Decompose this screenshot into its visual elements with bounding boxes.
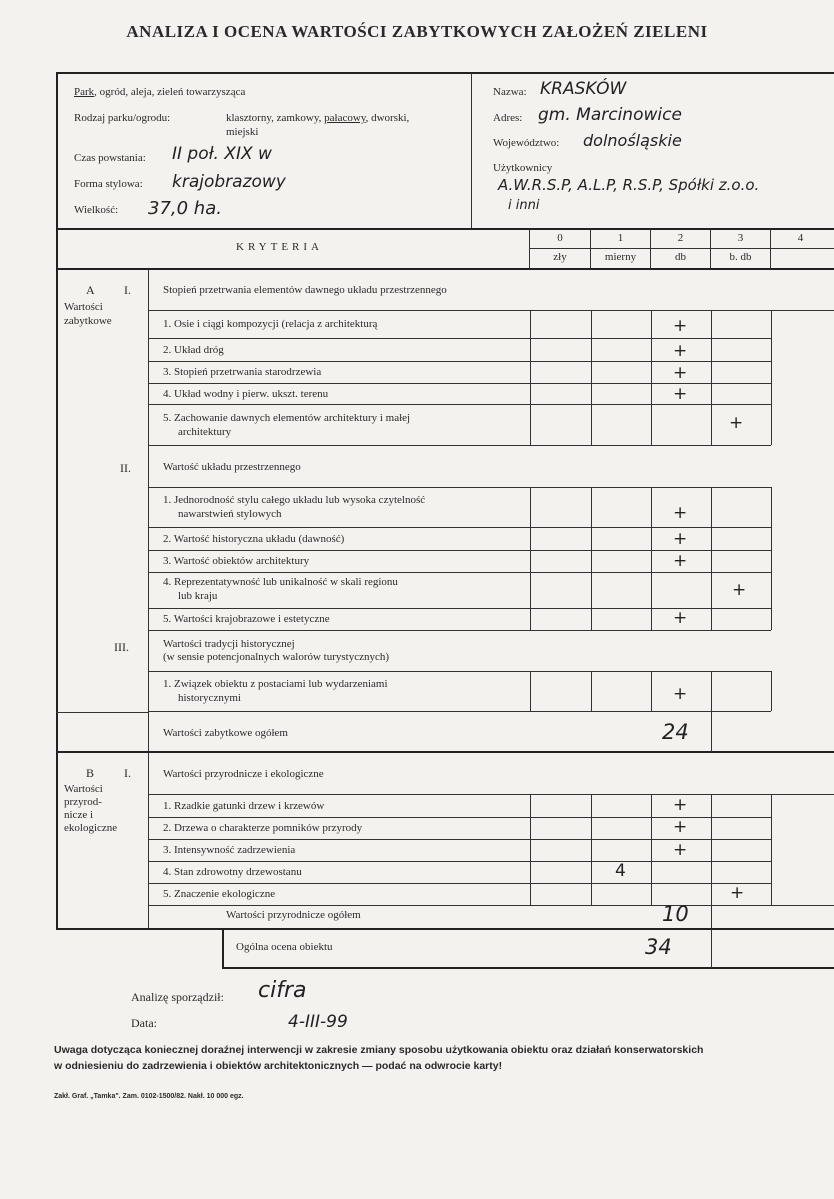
a-g1-item-5-cont: architektury xyxy=(178,426,232,438)
name-label: Nazwa: xyxy=(493,86,527,98)
a-g1-item-5: 5. Zachowanie dawnych elementów architektury i małej xyxy=(163,412,411,424)
a-g2-item-1-cont: nawarstwień stylowych xyxy=(178,508,282,520)
date-label: Data: xyxy=(131,1016,157,1030)
section-b-name-3: nicze i xyxy=(64,809,94,821)
prepared-label: Analizę sporządził: xyxy=(131,990,224,1004)
a-total-label: Wartości zabytkowe ogółem xyxy=(163,727,288,739)
a-g1-item-1: 1. Osie i ciągi kompozycji (relacja z architekturą xyxy=(163,318,378,330)
scale-0-num: 0 xyxy=(557,232,563,244)
era-label: Czas powstania: xyxy=(74,152,146,164)
b-total-label: Wartości przyrodnicze ogółem xyxy=(226,909,361,921)
a-g3-item-1: 1. Związek obiektu z postaciami lub wydarzeniami xyxy=(163,678,388,690)
mark-a1-1: + xyxy=(673,316,688,336)
section-a-name-1: Wartości xyxy=(64,301,103,313)
section-b-name-1: Wartości xyxy=(64,783,103,795)
mark-a2-4: + xyxy=(732,580,747,600)
scale-1-word: mierny xyxy=(604,251,637,263)
mark-a2-3: + xyxy=(673,551,688,571)
a-g2-item-4-cont: lub kraju xyxy=(178,590,218,602)
page-title: ANALIZA I OCENA WARTOŚCI ZABYTKOWYCH ZAŁOŻEŃ ZIELENI xyxy=(126,22,708,41)
note-line-1: Uwaga dotycząca koniecznej doraźnej interwencji w zakresie zmiany sposobu użytkowania obiektu oraz działań konserwatorskich xyxy=(54,1044,704,1056)
scale-3-word: b. db xyxy=(729,251,752,263)
b-group-title: Wartości przyrodnicze i ekologiczne xyxy=(163,768,324,780)
a-group3-title-2: (w sensie potencjonalnych walorów turystycznych) xyxy=(163,651,390,663)
mark-a2-1: + xyxy=(673,503,688,523)
b-item-1: 1. Rzadkie gatunki drzew i krzewów xyxy=(163,800,325,812)
kind-options-line2: miejski xyxy=(226,126,259,138)
a-g1-item-2: 2. Układ dróg xyxy=(163,344,224,356)
mark-a2-2: + xyxy=(673,529,688,549)
mark-b-1: + xyxy=(673,795,688,815)
mark-a1-2: + xyxy=(673,341,688,361)
users-value-1: A.W.R.S.P, A.L.P, R.S.P, Spółki z.o.o. xyxy=(498,176,760,194)
voivodeship-label: Województwo: xyxy=(493,137,560,149)
name-value: KRASKÓW xyxy=(540,79,627,99)
kind-selected: pałacowy xyxy=(324,112,366,124)
scale-2-num: 2 xyxy=(677,232,684,244)
a-group1-title: Stopień przetrwania elementów dawnego układu przestrzennego xyxy=(163,284,447,296)
mark-a3-1: + xyxy=(673,684,688,704)
prepared-signature: cifra xyxy=(258,978,307,1003)
overall-label: Ogólna ocena obiektu xyxy=(236,941,333,953)
mark-b-5: + xyxy=(730,883,745,903)
b-item-2: 2. Drzewa o charakterze pomników przyrody xyxy=(163,822,363,834)
size-value: 37,0 ha. xyxy=(148,198,222,219)
b-item-4: 4. Stan zdrowotny drzewostanu xyxy=(163,866,302,878)
b-total-value: 10 xyxy=(662,902,689,926)
users-value-2: i inni xyxy=(508,198,540,213)
footer-print-info: Zakł. Graf. „Tamka". Zam. 0102-1500/82. Nakł. 10 000 egz. xyxy=(54,1093,244,1100)
section-b-name-4: ekologiczne xyxy=(64,822,118,834)
mark-a1-3: + xyxy=(673,363,688,383)
criteria-label: KRYTERIA xyxy=(236,241,323,253)
mark-b-2: + xyxy=(673,817,688,837)
section-a-roman-3: III. xyxy=(114,640,129,654)
b-item-3: 3. Intensywność zadrzewienia xyxy=(163,844,296,856)
object-type-selected: Park xyxy=(74,86,95,98)
a-group3-title-1: Wartości tradycji historycznej xyxy=(163,638,295,650)
scale-4-num: 4 xyxy=(797,232,804,244)
mark-b-4: 4 xyxy=(615,861,626,881)
section-a-letter: A xyxy=(86,283,95,297)
a-total-value: 24 xyxy=(662,720,689,744)
address-label: Adres: xyxy=(493,112,523,124)
a-g2-item-3: 3. Wartość obiektów architektury xyxy=(163,555,310,567)
scale-1-num: 1 xyxy=(617,232,624,244)
a-g1-item-4: 4. Układ wodny i pierw. ukszt. terenu xyxy=(163,388,329,400)
voivodeship-value: dolnośląskie xyxy=(583,131,682,150)
a-g3-item-1-cont: historycznymi xyxy=(178,692,241,704)
mark-a1-5: + xyxy=(729,413,744,433)
kind-label: Rodzaj parku/ogrodu: xyxy=(74,112,171,124)
a-g2-item-2: 2. Wartość historyczna układu (dawność) xyxy=(163,533,345,545)
note-line-2: w odniesieniu do zadrzewienia i obiektów architektonicznych — podać na odwrocie karty! xyxy=(54,1060,503,1072)
scale-0-word: zły xyxy=(553,251,567,263)
section-b-letter: B xyxy=(86,766,95,780)
a-group2-title: Wartość układu przestrzennego xyxy=(163,461,301,473)
kind-options: klasztorny, zamkowy, pałacowy, dworski, xyxy=(226,112,410,124)
mark-a1-4: + xyxy=(673,384,688,404)
object-type-line xyxy=(74,86,245,98)
section-a-name-2: zabytkowe xyxy=(64,315,112,327)
section-a-roman-2: II. xyxy=(120,461,131,475)
style-label: Forma stylowa: xyxy=(74,178,143,190)
a-g1-item-3: 3. Stopień przetrwania starodrzewia xyxy=(163,366,322,378)
size-label: Wielkość: xyxy=(74,204,119,216)
style-value: krajobrazowy xyxy=(172,172,286,192)
users-label: Użytkownicy xyxy=(493,162,553,174)
a-g2-item-1: 1. Jednorodność stylu całego układu lub wysoka czytelność xyxy=(163,494,426,506)
section-b-roman: I. xyxy=(124,766,131,780)
address-value: gm. Marcinowice xyxy=(538,105,682,125)
section-a-roman-1: I. xyxy=(124,283,131,297)
overall-value: 34 xyxy=(645,935,672,959)
era-value: II poł. XIX w xyxy=(172,144,272,164)
a-g2-item-5: 5. Wartości krajobrazowe i estetyczne xyxy=(163,613,330,625)
scale-3-num: 3 xyxy=(737,232,744,244)
mark-b-3: + xyxy=(673,840,688,860)
scale-2-word: db xyxy=(675,251,686,263)
a-g2-item-4: 4. Reprezentatywność lub unikalność w skali regionu xyxy=(163,576,398,588)
mark-a2-5: + xyxy=(673,608,688,628)
object-type-rest: , ogród, aleja, zieleń towarzysząca xyxy=(94,86,246,98)
b-item-5: 5. Znaczenie ekologiczne xyxy=(163,888,276,900)
date-value: 4-III-99 xyxy=(288,1012,348,1032)
section-b-name-2: przyrod- xyxy=(64,796,102,808)
